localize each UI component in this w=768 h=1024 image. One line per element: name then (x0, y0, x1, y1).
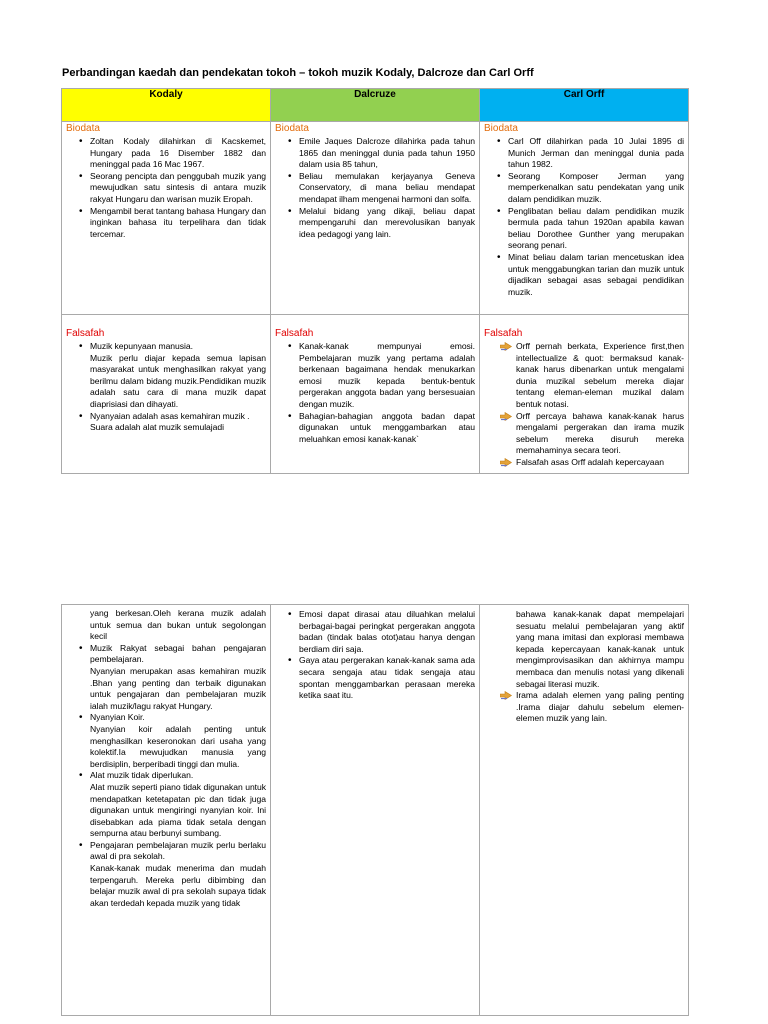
arrow-bullet-icon (500, 458, 512, 467)
biodata-dalcroze-cell (271, 122, 480, 315)
comparison-table-page-2 (61, 604, 689, 1016)
biodata-label: Biodata (66, 123, 100, 134)
biodata-label: Biodata (484, 123, 518, 134)
list-item-continuation: Nyanyian merupakan asas kemahiran muzik .Bhan yang penting dan terbaik digunakan untuk pengajaran dan pembelajaran muzik ialah muzik/lagu rakyat Hungary. (90, 665, 266, 711)
list-item: • Seorang Komposer Jerman yang memperkenalkan satu pendekatan yang unik dalam pendidikan muzik. (484, 171, 684, 206)
falsafah-row (62, 315, 689, 474)
list-item: • Melalui bidang yang dikaji, beliau dapat mempengaruhi dan merevolusikan banyak idea pedagogi yang lain. (275, 206, 475, 241)
document-title: Perbandingan kaedah dan pendekatan tokoh – tokoh muzik Kodaly, Dalcroze dan Carl Orff (62, 67, 534, 79)
list-item: Orff pernah berkata, Experience first,then intellectualize & quot: bermaksud kanak-kanak harus dibenarkan untuk mengalami dunia muzikal sebelum mereka diajar tentang eleman-eleman muzikal dalam bentuk notasi. (484, 341, 684, 411)
list-item: • Nyanyaian adalah asas kemahiran muzik . (66, 411, 266, 423)
continued-dalcroze-cell (271, 605, 480, 1016)
arrow-bullet-icon (500, 342, 512, 351)
continued-kodaly-cell (62, 605, 271, 1016)
falsafah-label: Falsafah (66, 328, 105, 339)
header-kodaly: Kodaly (62, 89, 271, 122)
list-item: • Muzik Rakyat sebagai bahan pengajaran pembelajaran. (66, 643, 266, 666)
list-item-continuation: Muzik perlu diajar kepada semua lapisan masyarakat untuk menghasilkan rakyat yang berilmu dalam bidang muzik.Pendidikan muzik adalah satu cara di mana muzik dapat diaprisiasi dan dihayati. (90, 352, 266, 409)
list-item: Falsafah asas Orff adalah kepercayaan (484, 457, 684, 469)
list-item: • Carl Off dilahirkan pada 10 Julai 1895 di Munich Jerman dan meninggal dunia pada tahun 1982. (484, 136, 684, 171)
header-dalcroze: Dalcruze (271, 89, 480, 122)
header-carl-orff: Carl Orff (480, 89, 689, 122)
list-item: • Beliau memulakan kerjayanya Geneva Conservatory, di mana beliau mendapat mendapat ilham mengenai harmoni dan solfa. (275, 171, 475, 206)
list-item: • Penglibatan beliau dalam pendidikan muzik bermula pada tahun 1920an apabila kawan beliau Dorothee Gunther yang merupakan seorang penari. (484, 206, 684, 252)
list-item: • Mengambil berat tantang bahasa Hungary dan inginkan bahasa itu terpelihara dan tidak tercemar. (66, 206, 266, 241)
list-item: • Alat muzik tidak diperlukan. (66, 770, 266, 782)
list-item-continuation: Alat muzik seperti piano tidak digunakan untuk mendapatkan ketetapatan pic dan tidak juga digunakan untuk mengiringi nyanyian koir. Ini disebabkan ada piama tidak setala dengan sempurna atau berbunyi sumbang. (90, 781, 266, 839)
list-item: Orff percaya bahawa kanak-kanak harus mengalami pergerakan dan irama muzik sebelum mereka disuruh mereka memahaminya secara teori. (484, 411, 684, 457)
list-item: • Emile Jaques Dalcroze dilahirka pada tahun 1865 dan meninggal dunia pada tahun 1950 dalam usia 85 tahun, (275, 136, 475, 171)
list-item: • Zoltan Kodaly dilahirkan di Kacskemet, Hungary pada 16 Disember 1882 dan meninggal pada 16 Mac 1967. (66, 136, 266, 171)
list-item-continuation: bahawa kanak-kanak dapat mempelajari sesuatu melalui pembelajaran yang aktif yang mana imitasi dan explorasi membawa kepada kepercayaan kanak-kanak untuk mengimprovisasikan dan akhirnya mampu membaca dan menulis notasi yang dikenali sebagai literasi muzik. (516, 609, 684, 689)
list-item: • Kanak-kanak mempunyai emosi. Pembelajaran muzik yang pertama adalah berkenaan bagaimana hendak menukarkan emosi muzik kepada bentuk-bentuk pergerakan anggota badan yang bersesuaian dengan muzik. (275, 341, 475, 411)
biodata-label: Biodata (275, 123, 309, 134)
falsafah-kodaly-cell (62, 315, 271, 474)
biodata-row (62, 122, 689, 315)
list-item: • Bahagian-bahagian anggota badan dapat digunakan untuk menggambarkan atau meluahkan emosi kanak-kanak` (275, 411, 475, 446)
comparison-table-page-1 (61, 88, 689, 474)
falsafah-dalcroze-cell (271, 315, 480, 474)
list-item-continuation: Suara adalah alat muzik semulajadi (90, 422, 224, 433)
list-item: • Pengajaran pembelajaran muzik perlu berlaku awal di pra sekolah. (66, 840, 266, 863)
header-row (62, 89, 689, 122)
falsafah-label: Falsafah (275, 328, 314, 339)
falsafah-orff-cell (480, 315, 689, 474)
arrow-bullet-icon (500, 691, 512, 700)
list-item: • Gaya atau pergerakan kanak-kanak sama ada secara sengaja atau tidak sengaja atau spontan menggambarkan perasaan mereka ketika saat itu. (275, 655, 475, 701)
continued-orff-cell (480, 605, 689, 1016)
list-item-continuation: yang berkesan.Oleh kerana muzik adalah untuk semua dan bukan untuk segolongan kecil (90, 608, 266, 642)
falsafah-label: Falsafah (484, 328, 523, 339)
list-item: • Emosi dapat dirasai atau diluahkan melalui berbagai-bagai peringkat pergerakan anggota badan (tindak balas otot)atau hanya dengan berdiam diri saja. (275, 609, 475, 655)
list-item: • Muzik kepunyaan manusia. (66, 341, 266, 353)
list-item: • Minat beliau dalam tarian mencetuskan idea untuk menggabungkan tarian dan muzik untuk dijadikan sebagai asas sebagai pendidikan muzik. (484, 252, 684, 298)
biodata-kodaly-cell (62, 122, 271, 315)
list-item-continuation: Nyanyian koir adalah penting untuk menghasilkan keseronokan dari usaha yang kolektif.Ia mewujudkan manusia yang berdisiplin, berperibadi tinggi dan mulia. (90, 723, 266, 769)
list-item: Irama adalah elemen yang paling penting .Irama diajar dahulu sebelum elemen-elemen muzik yang lain. (484, 690, 684, 725)
continued-row (62, 605, 689, 1016)
biodata-orff-cell (480, 122, 689, 315)
arrow-bullet-icon (500, 412, 512, 421)
list-item-continuation: Kanak-kanak mudak menerima dan mudah terpengaruh. Mereka perlu dibimbing dan belajar muzik awal di pra sekolah supaya tidak akan terdedah kepada muzik yang tidak (90, 863, 266, 908)
list-item: • Seorang pencipta dan penggubah muzik yang mewujudkan satu sintesis di antara muzik rakyat Hungaru dan warisan muzik Eropah. (66, 171, 266, 206)
list-item: • Nyanyian Koir. (66, 712, 266, 724)
